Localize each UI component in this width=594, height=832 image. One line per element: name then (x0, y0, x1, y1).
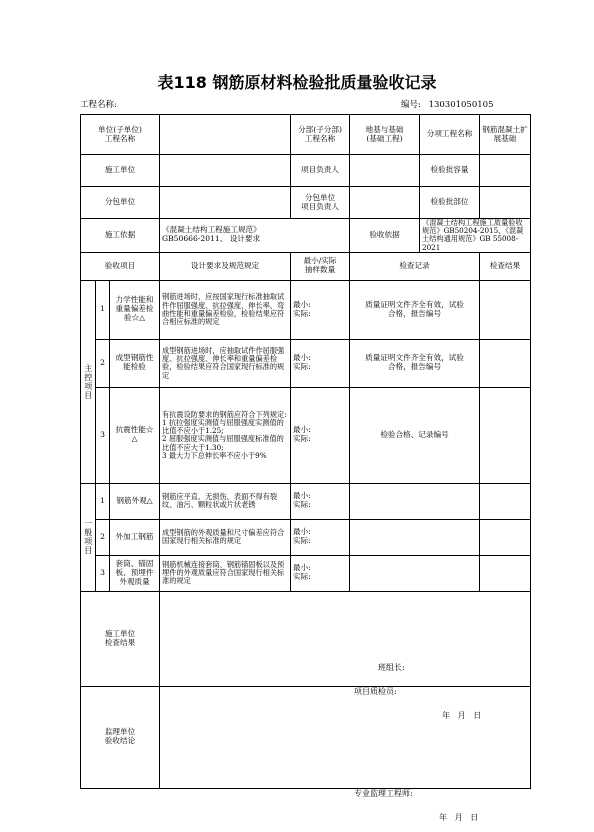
supervision-engineer-label: 专业监理工程师: (354, 789, 413, 799)
item-result[interactable] (480, 483, 531, 519)
table-row (81, 555, 531, 591)
batch-part-value[interactable] (480, 187, 531, 219)
main-group-label: 主控项目 (81, 280, 96, 483)
table-row (81, 483, 531, 519)
table-row (81, 339, 531, 387)
project-manager-value[interactable] (350, 155, 420, 187)
construction-check-area[interactable] (160, 591, 531, 720)
serial-value: 130301050105 (428, 100, 494, 110)
unit-name-label: 单位(子单位) 工程名称 (81, 115, 160, 155)
item-name-label: 分项工程名称 (420, 115, 480, 155)
subdivision-value: 地基与基础 (基础工程) (350, 115, 420, 155)
item-design: 钢筋机械连接套筒、钢筋锚固板以及预埋件的外观质量应符合国家现行相关标准的规定 (160, 555, 291, 591)
construction-basis-label: 施工依据 (81, 219, 160, 253)
supervision-label: 监理单位 验收结论 (81, 686, 160, 788)
item-name-value: 钢筋混凝土扩 展基础 (480, 115, 531, 155)
col-result: 检查结果 (480, 252, 531, 280)
item-name: 套筒、锚固 板、预埋件 外观质量 (110, 555, 160, 591)
construction-unit-label: 施工单位 (81, 155, 160, 187)
item-sample[interactable]: 最小: 实际: (291, 387, 350, 483)
col-items: 验收项目 (81, 252, 160, 280)
item-name: 力学性能和 重量偏差检 验☆△ (110, 280, 160, 339)
subcontract-pm-label: 分包单位 项目负责人 (291, 187, 350, 219)
item-design: 成型钢筋的外观质量和尺寸偏差应符合国家现行相关标准的规定 (160, 519, 291, 555)
page-title: 表118 钢筋原材料检验批质量验收记录 (157, 73, 437, 92)
item-name: 外加工钢筋 (110, 519, 160, 555)
item-no: 3 (96, 555, 110, 591)
item-result[interactable] (480, 555, 531, 591)
subcontract-pm-value[interactable] (350, 187, 420, 219)
col-record: 检查记录 (350, 252, 480, 280)
project-name-label: 工程名称: (80, 100, 117, 110)
supervision-area[interactable] (160, 686, 531, 823)
item-no: 1 (96, 280, 110, 339)
item-record[interactable] (350, 483, 480, 519)
item-sample[interactable]: 最小: 实际: (291, 280, 350, 339)
item-record[interactable] (350, 555, 480, 591)
col-design: 设计要求及规范规定 (160, 252, 291, 280)
subcontract-unit-value[interactable] (160, 187, 291, 219)
serial-label: 编号: (401, 100, 421, 110)
subdivision-label: 分部(子分部) 工程名称 (291, 115, 350, 155)
item-record[interactable]: 质量证明文件齐全有效，试验 合格，报告编号 (350, 339, 480, 387)
project-manager-label: 项目负责人 (291, 155, 350, 187)
item-record[interactable]: 检验合格、记录编号 (350, 387, 480, 483)
item-result[interactable] (480, 280, 531, 339)
item-result[interactable] (480, 519, 531, 555)
item-sample[interactable]: 最小: 实际: (291, 339, 350, 387)
item-no: 2 (96, 519, 110, 555)
construction-check-label: 施工单位 检查结果 (81, 591, 160, 686)
item-sample[interactable]: 最小: 实际: (291, 555, 350, 591)
acceptance-basis-label: 验收依据 (350, 219, 420, 253)
construction-basis-value: 《混凝土结构工程施工规范》 GB50666-2011、 设计要求 (160, 219, 350, 253)
item-name: 钢筋外观△ (110, 483, 160, 519)
item-no: 3 (96, 387, 110, 483)
item-design: 钢筋进场时，应按国家现行标准抽取试件作屈服强度、抗拉强度、伸长率、弯曲性能和重量偏差检验，检验结果应符合相应标准的规定 (160, 280, 291, 339)
item-result[interactable] (480, 387, 531, 483)
table-row (81, 519, 531, 555)
subcontract-unit-label: 分包单位 (81, 187, 160, 219)
supervision-date: 年 月 日 (439, 813, 479, 823)
item-design: 有抗震设防要求的钢筋应符合下列规定: 1 抗拉强度实测值与屈服强度实测值的比值不应小于1.25; 2 屈服强度实测值与屈服强度标准值的比值不应大于1.30; 3 最大力下总伸长率不应小于9% (160, 387, 291, 483)
item-name: 成型钢筋性 能检验 (110, 339, 160, 387)
item-result[interactable] (480, 339, 531, 387)
batch-capacity-label: 检验批容量 (420, 155, 480, 187)
inspector-label: 项目质检员: (354, 686, 397, 696)
item-design: 钢筋应平直、无损伤，表面不得有裂纹、油污、颗粒状或片状老锈 (160, 483, 291, 519)
general-group-label: 一般项目 (81, 483, 96, 591)
item-sample[interactable]: 最小: 实际: (291, 519, 350, 555)
check-date: 年 月 日 (442, 710, 482, 720)
serial-number (401, 98, 493, 110)
batch-part-label: 检验批部位 (420, 187, 480, 219)
foreman-label: 班组长: (378, 662, 405, 672)
acceptance-record-table (80, 114, 531, 823)
table-row (81, 387, 531, 483)
item-name: 抗震性能☆ △ (110, 387, 160, 483)
item-no: 2 (96, 339, 110, 387)
col-sample: 最小/实际 抽样数量 (291, 252, 350, 280)
acceptance-basis-value: 《混凝土结构工程施工质量验收规范》GB50204-2015、《混凝土结构通用规范》GB 55008-2021 (420, 219, 531, 253)
item-design: 成型钢筋进场时，应抽取试件作屈服强度、抗拉强度、伸长率和重量偏差检验，检验结果应符合国家现行标准的规定 (160, 339, 291, 387)
item-no: 1 (96, 483, 110, 519)
item-record[interactable]: 质量证明文件齐全有效，试验 合格，报告编号 (350, 280, 480, 339)
table-row (81, 280, 531, 339)
batch-capacity-value[interactable] (480, 155, 531, 187)
unit-name-value[interactable] (160, 115, 291, 155)
item-record[interactable] (350, 519, 480, 555)
construction-unit-value[interactable] (160, 155, 291, 187)
item-sample[interactable]: 最小: 实际: (291, 483, 350, 519)
